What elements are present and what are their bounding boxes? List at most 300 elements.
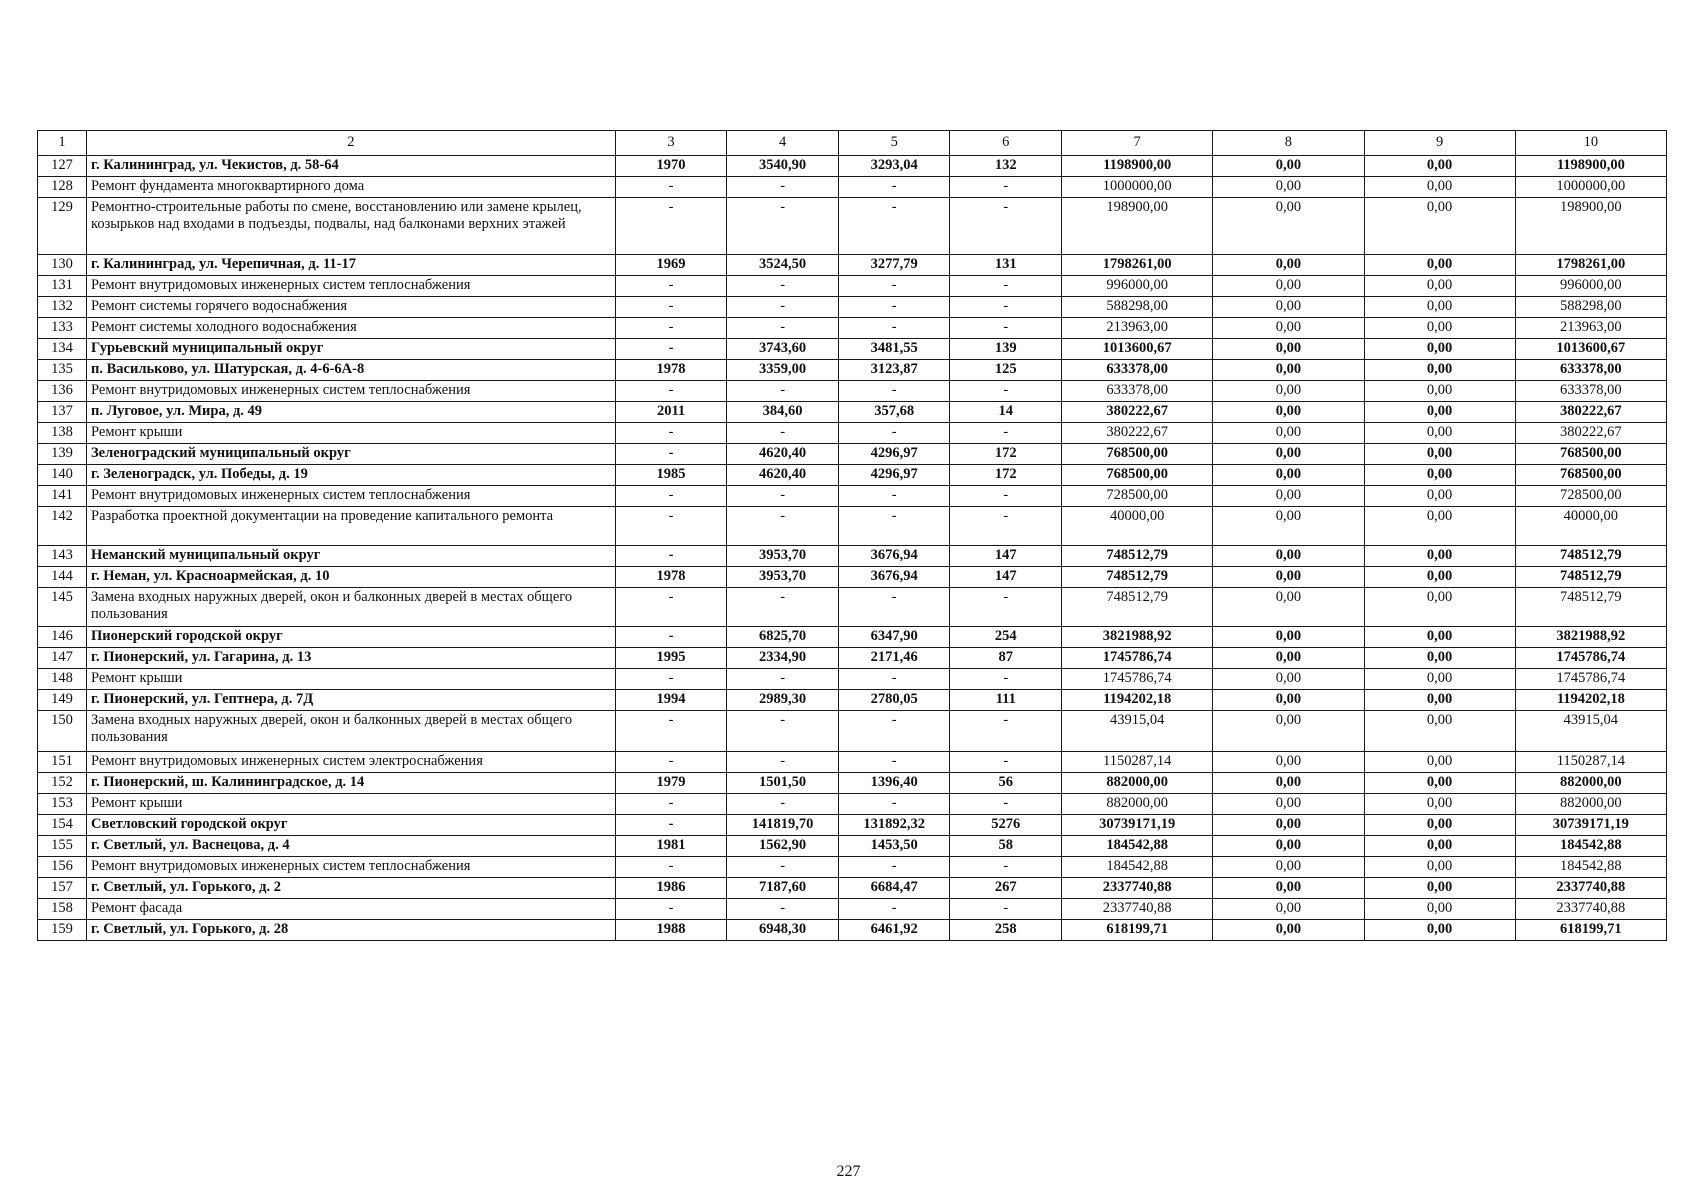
total-area-cell: 4620,40 xyxy=(727,465,839,486)
table-row xyxy=(38,465,1667,486)
year-cell: 1986 xyxy=(615,878,727,899)
total-cost-cell: 2337740,88 xyxy=(1062,899,1213,920)
residents-cell: 172 xyxy=(950,465,1062,486)
description-cell: Разработка проектной документации на проведение капитального ремонта xyxy=(87,507,616,546)
table-row xyxy=(38,773,1667,794)
table-row xyxy=(38,752,1667,773)
row-number-cell: 134 xyxy=(38,339,87,360)
owner-funds-cell: 2337740,88 xyxy=(1515,878,1666,899)
row-number-cell: 130 xyxy=(38,255,87,276)
description-cell: г. Калининград, ул. Черепичная, д. 11-17 xyxy=(87,255,616,276)
owner-funds-cell: 380222,67 xyxy=(1515,402,1666,423)
total-area-cell: - xyxy=(727,177,839,198)
owner-funds-cell: 748512,79 xyxy=(1515,567,1666,588)
table-row xyxy=(38,507,1667,546)
federal-funds-cell: 0,00 xyxy=(1213,276,1364,297)
owner-funds-cell: 588298,00 xyxy=(1515,297,1666,318)
total-area-cell: - xyxy=(727,276,839,297)
year-cell: - xyxy=(615,899,727,920)
living-area-cell: - xyxy=(838,423,950,444)
table-row xyxy=(38,255,1667,276)
total-area-cell: - xyxy=(727,899,839,920)
year-cell: - xyxy=(615,444,727,465)
year-cell: 1978 xyxy=(615,567,727,588)
total-cost-cell: 633378,00 xyxy=(1062,381,1213,402)
living-area-cell: - xyxy=(838,794,950,815)
total-area-cell: 4620,40 xyxy=(727,444,839,465)
total-cost-cell: 728500,00 xyxy=(1062,486,1213,507)
total-area-cell: - xyxy=(727,423,839,444)
living-area-cell: 2780,05 xyxy=(838,690,950,711)
living-area-cell: - xyxy=(838,899,950,920)
description-cell: г. Неман, ул. Красноармейская, д. 10 xyxy=(87,567,616,588)
total-area-cell: 3540,90 xyxy=(727,156,839,177)
year-cell: 1979 xyxy=(615,773,727,794)
owner-funds-cell: 213963,00 xyxy=(1515,318,1666,339)
federal-funds-cell: 0,00 xyxy=(1213,339,1364,360)
federal-funds-cell: 0,00 xyxy=(1213,177,1364,198)
row-number-cell: 159 xyxy=(38,920,87,941)
total-cost-cell: 1745786,74 xyxy=(1062,669,1213,690)
capital-repair-table xyxy=(37,130,1667,941)
owner-funds-cell: 184542,88 xyxy=(1515,836,1666,857)
living-area-cell: 2171,46 xyxy=(838,648,950,669)
row-number-cell: 131 xyxy=(38,276,87,297)
residents-cell: 132 xyxy=(950,156,1062,177)
residents-cell: - xyxy=(950,198,1062,255)
owner-funds-cell: 768500,00 xyxy=(1515,444,1666,465)
federal-funds-cell: 0,00 xyxy=(1213,794,1364,815)
living-area-cell: - xyxy=(838,752,950,773)
residents-cell: - xyxy=(950,588,1062,627)
owner-funds-cell: 1198900,00 xyxy=(1515,156,1666,177)
table-row xyxy=(38,815,1667,836)
regional-funds-cell: 0,00 xyxy=(1364,752,1515,773)
living-area-cell: - xyxy=(838,507,950,546)
description-cell: г. Пионерский, ш. Калининградское, д. 14 xyxy=(87,773,616,794)
year-cell: - xyxy=(615,669,727,690)
total-cost-cell: 1798261,00 xyxy=(1062,255,1213,276)
regional-funds-cell: 0,00 xyxy=(1364,878,1515,899)
residents-cell: 111 xyxy=(950,690,1062,711)
description-cell: Зеленоградский муниципальный округ xyxy=(87,444,616,465)
year-cell: - xyxy=(615,711,727,752)
table-row xyxy=(38,276,1667,297)
owner-funds-cell: 40000,00 xyxy=(1515,507,1666,546)
row-number-cell: 141 xyxy=(38,486,87,507)
owner-funds-cell: 748512,79 xyxy=(1515,546,1666,567)
column-number-header-row xyxy=(38,131,1667,156)
federal-funds-cell: 0,00 xyxy=(1213,198,1364,255)
federal-funds-cell: 0,00 xyxy=(1213,444,1364,465)
total-cost-cell: 882000,00 xyxy=(1062,773,1213,794)
residents-cell: 131 xyxy=(950,255,1062,276)
row-number-cell: 149 xyxy=(38,690,87,711)
row-number-cell: 135 xyxy=(38,360,87,381)
year-cell: - xyxy=(615,752,727,773)
federal-funds-cell: 0,00 xyxy=(1213,690,1364,711)
federal-funds-cell: 0,00 xyxy=(1213,546,1364,567)
owner-funds-cell: 184542,88 xyxy=(1515,857,1666,878)
table-row xyxy=(38,339,1667,360)
total-area-cell: - xyxy=(727,297,839,318)
column-header: 10 xyxy=(1515,131,1666,156)
year-cell: 1994 xyxy=(615,690,727,711)
owner-funds-cell: 882000,00 xyxy=(1515,773,1666,794)
regional-funds-cell: 0,00 xyxy=(1364,899,1515,920)
total-cost-cell: 588298,00 xyxy=(1062,297,1213,318)
regional-funds-cell: 0,00 xyxy=(1364,773,1515,794)
row-number-cell: 140 xyxy=(38,465,87,486)
federal-funds-cell: 0,00 xyxy=(1213,465,1364,486)
residents-cell: - xyxy=(950,276,1062,297)
living-area-cell: - xyxy=(838,297,950,318)
year-cell: - xyxy=(615,588,727,627)
federal-funds-cell: 0,00 xyxy=(1213,507,1364,546)
total-area-cell: - xyxy=(727,507,839,546)
total-cost-cell: 40000,00 xyxy=(1062,507,1213,546)
residents-cell: - xyxy=(950,297,1062,318)
table-row xyxy=(38,794,1667,815)
row-number-cell: 143 xyxy=(38,546,87,567)
year-cell: - xyxy=(615,857,727,878)
column-header: 3 xyxy=(615,131,727,156)
residents-cell: 87 xyxy=(950,648,1062,669)
federal-funds-cell: 0,00 xyxy=(1213,857,1364,878)
owner-funds-cell: 768500,00 xyxy=(1515,465,1666,486)
residents-cell: 56 xyxy=(950,773,1062,794)
column-header: 6 xyxy=(950,131,1062,156)
regional-funds-cell: 0,00 xyxy=(1364,198,1515,255)
regional-funds-cell: 0,00 xyxy=(1364,381,1515,402)
description-cell: Ремонт фасада xyxy=(87,899,616,920)
federal-funds-cell: 0,00 xyxy=(1213,752,1364,773)
description-cell: Ремонт внутридомовых инженерных систем теплоснабжения xyxy=(87,857,616,878)
table-row xyxy=(38,857,1667,878)
owner-funds-cell: 1745786,74 xyxy=(1515,669,1666,690)
description-cell: г. Светлый, ул. Горького, д. 2 xyxy=(87,878,616,899)
table-row xyxy=(38,402,1667,423)
column-header: 2 xyxy=(87,131,616,156)
residents-cell: 14 xyxy=(950,402,1062,423)
regional-funds-cell: 0,00 xyxy=(1364,465,1515,486)
residents-cell: - xyxy=(950,794,1062,815)
description-cell: Ремонт крыши xyxy=(87,794,616,815)
living-area-cell: 4296,97 xyxy=(838,465,950,486)
federal-funds-cell: 0,00 xyxy=(1213,402,1364,423)
owner-funds-cell: 1194202,18 xyxy=(1515,690,1666,711)
total-area-cell: 141819,70 xyxy=(727,815,839,836)
regional-funds-cell: 0,00 xyxy=(1364,177,1515,198)
federal-funds-cell: 0,00 xyxy=(1213,156,1364,177)
living-area-cell: 6347,90 xyxy=(838,627,950,648)
year-cell: 1969 xyxy=(615,255,727,276)
total-cost-cell: 996000,00 xyxy=(1062,276,1213,297)
row-number-cell: 156 xyxy=(38,857,87,878)
total-cost-cell: 1000000,00 xyxy=(1062,177,1213,198)
column-header: 5 xyxy=(838,131,950,156)
living-area-cell: 131892,32 xyxy=(838,815,950,836)
federal-funds-cell: 0,00 xyxy=(1213,773,1364,794)
column-header: 1 xyxy=(38,131,87,156)
year-cell: 1988 xyxy=(615,920,727,941)
residents-cell: 254 xyxy=(950,627,1062,648)
total-area-cell: 3953,70 xyxy=(727,567,839,588)
total-area-cell: - xyxy=(727,752,839,773)
column-header: 9 xyxy=(1364,131,1515,156)
regional-funds-cell: 0,00 xyxy=(1364,156,1515,177)
description-cell: Неманский муниципальный округ xyxy=(87,546,616,567)
living-area-cell: 4296,97 xyxy=(838,444,950,465)
regional-funds-cell: 0,00 xyxy=(1364,255,1515,276)
living-area-cell: 3293,04 xyxy=(838,156,950,177)
residents-cell: 5276 xyxy=(950,815,1062,836)
row-number-cell: 144 xyxy=(38,567,87,588)
row-number-cell: 128 xyxy=(38,177,87,198)
row-number-cell: 153 xyxy=(38,794,87,815)
owner-funds-cell: 30739171,19 xyxy=(1515,815,1666,836)
living-area-cell: 357,68 xyxy=(838,402,950,423)
federal-funds-cell: 0,00 xyxy=(1213,815,1364,836)
residents-cell: - xyxy=(950,857,1062,878)
residents-cell: 147 xyxy=(950,567,1062,588)
total-cost-cell: 882000,00 xyxy=(1062,794,1213,815)
page-number: 227 xyxy=(836,1163,861,1180)
total-area-cell: 3359,00 xyxy=(727,360,839,381)
living-area-cell: 3277,79 xyxy=(838,255,950,276)
description-cell: Светловский городской округ xyxy=(87,815,616,836)
federal-funds-cell: 0,00 xyxy=(1213,360,1364,381)
table-row xyxy=(38,836,1667,857)
total-area-cell: 384,60 xyxy=(727,402,839,423)
total-area-cell: - xyxy=(727,711,839,752)
table-row xyxy=(38,878,1667,899)
owner-funds-cell: 996000,00 xyxy=(1515,276,1666,297)
living-area-cell: 3676,94 xyxy=(838,567,950,588)
total-area-cell: 2989,30 xyxy=(727,690,839,711)
description-cell: п. Васильково, ул. Шатурская, д. 4-6-6А-8 xyxy=(87,360,616,381)
description-cell: Замена входных наружных дверей, окон и балконных дверей в местах общего пользования xyxy=(87,711,616,752)
owner-funds-cell: 43915,04 xyxy=(1515,711,1666,752)
residents-cell: - xyxy=(950,381,1062,402)
year-cell: - xyxy=(615,546,727,567)
living-area-cell: - xyxy=(838,857,950,878)
regional-funds-cell: 0,00 xyxy=(1364,507,1515,546)
living-area-cell: 3676,94 xyxy=(838,546,950,567)
row-number-cell: 155 xyxy=(38,836,87,857)
federal-funds-cell: 0,00 xyxy=(1213,567,1364,588)
year-cell: - xyxy=(615,339,727,360)
year-cell: - xyxy=(615,198,727,255)
residents-cell: 58 xyxy=(950,836,1062,857)
residents-cell: - xyxy=(950,486,1062,507)
description-cell: Ремонт крыши xyxy=(87,423,616,444)
total-cost-cell: 748512,79 xyxy=(1062,567,1213,588)
federal-funds-cell: 0,00 xyxy=(1213,920,1364,941)
residents-cell: - xyxy=(950,177,1062,198)
table-row xyxy=(38,627,1667,648)
living-area-cell: - xyxy=(838,318,950,339)
residents-cell: - xyxy=(950,752,1062,773)
residents-cell: - xyxy=(950,711,1062,752)
description-cell: Замена входных наружных дверей, окон и балконных дверей в местах общего пользования xyxy=(87,588,616,627)
row-number-cell: 154 xyxy=(38,815,87,836)
regional-funds-cell: 0,00 xyxy=(1364,815,1515,836)
year-cell: - xyxy=(615,507,727,546)
total-cost-cell: 184542,88 xyxy=(1062,836,1213,857)
regional-funds-cell: 0,00 xyxy=(1364,627,1515,648)
living-area-cell: 6684,47 xyxy=(838,878,950,899)
year-cell: - xyxy=(615,381,727,402)
table-row xyxy=(38,899,1667,920)
row-number-cell: 127 xyxy=(38,156,87,177)
description-cell: п. Луговое, ул. Мира, д. 49 xyxy=(87,402,616,423)
year-cell: 1978 xyxy=(615,360,727,381)
federal-funds-cell: 0,00 xyxy=(1213,627,1364,648)
total-area-cell: - xyxy=(727,794,839,815)
table-row xyxy=(38,690,1667,711)
living-area-cell: - xyxy=(838,588,950,627)
table-row xyxy=(38,381,1667,402)
residents-cell: - xyxy=(950,318,1062,339)
table-row xyxy=(38,711,1667,752)
description-cell: г. Пионерский, ул. Гагарина, д. 13 xyxy=(87,648,616,669)
description-cell: г. Зеленоградск, ул. Победы, д. 19 xyxy=(87,465,616,486)
living-area-cell: 1453,50 xyxy=(838,836,950,857)
description-cell: г. Калининград, ул. Чекистов, д. 58-64 xyxy=(87,156,616,177)
table-row xyxy=(38,297,1667,318)
total-area-cell: - xyxy=(727,381,839,402)
total-cost-cell: 3821988,92 xyxy=(1062,627,1213,648)
total-area-cell: 1501,50 xyxy=(727,773,839,794)
owner-funds-cell: 1745786,74 xyxy=(1515,648,1666,669)
total-cost-cell: 748512,79 xyxy=(1062,588,1213,627)
description-cell: Ремонт внутридомовых инженерных систем теплоснабжения xyxy=(87,381,616,402)
living-area-cell: - xyxy=(838,177,950,198)
living-area-cell: - xyxy=(838,381,950,402)
table-row xyxy=(38,588,1667,627)
living-area-cell: 3481,55 xyxy=(838,339,950,360)
table-row xyxy=(38,444,1667,465)
owner-funds-cell: 633378,00 xyxy=(1515,381,1666,402)
row-number-cell: 145 xyxy=(38,588,87,627)
living-area-cell: - xyxy=(838,711,950,752)
regional-funds-cell: 0,00 xyxy=(1364,857,1515,878)
row-number-cell: 147 xyxy=(38,648,87,669)
description-cell: Ремонт внутридомовых инженерных систем электроснабжения xyxy=(87,752,616,773)
residents-cell: 125 xyxy=(950,360,1062,381)
regional-funds-cell: 0,00 xyxy=(1364,423,1515,444)
row-number-cell: 157 xyxy=(38,878,87,899)
year-cell: - xyxy=(615,486,727,507)
regional-funds-cell: 0,00 xyxy=(1364,402,1515,423)
total-cost-cell: 43915,04 xyxy=(1062,711,1213,752)
regional-funds-cell: 0,00 xyxy=(1364,276,1515,297)
total-cost-cell: 748512,79 xyxy=(1062,546,1213,567)
year-cell: 1995 xyxy=(615,648,727,669)
row-number-cell: 150 xyxy=(38,711,87,752)
regional-funds-cell: 0,00 xyxy=(1364,546,1515,567)
living-area-cell: - xyxy=(838,276,950,297)
living-area-cell: 6461,92 xyxy=(838,920,950,941)
total-area-cell: 2334,90 xyxy=(727,648,839,669)
table-row xyxy=(38,318,1667,339)
total-area-cell: 1562,90 xyxy=(727,836,839,857)
year-cell: - xyxy=(615,276,727,297)
federal-funds-cell: 0,00 xyxy=(1213,255,1364,276)
year-cell: - xyxy=(615,627,727,648)
table-row xyxy=(38,669,1667,690)
residents-cell: - xyxy=(950,423,1062,444)
description-cell: Ремонт системы холодного водоснабжения xyxy=(87,318,616,339)
regional-funds-cell: 0,00 xyxy=(1364,318,1515,339)
table-row xyxy=(38,546,1667,567)
regional-funds-cell: 0,00 xyxy=(1364,444,1515,465)
regional-funds-cell: 0,00 xyxy=(1364,648,1515,669)
regional-funds-cell: 0,00 xyxy=(1364,794,1515,815)
owner-funds-cell: 633378,00 xyxy=(1515,360,1666,381)
table-row xyxy=(38,567,1667,588)
living-area-cell: - xyxy=(838,486,950,507)
row-number-cell: 138 xyxy=(38,423,87,444)
regional-funds-cell: 0,00 xyxy=(1364,690,1515,711)
regional-funds-cell: 0,00 xyxy=(1364,297,1515,318)
description-cell: Ремонт внутридомовых инженерных систем теплоснабжения xyxy=(87,276,616,297)
owner-funds-cell: 2337740,88 xyxy=(1515,899,1666,920)
federal-funds-cell: 0,00 xyxy=(1213,878,1364,899)
column-header: 7 xyxy=(1062,131,1213,156)
residents-cell: 258 xyxy=(950,920,1062,941)
total-area-cell: 3524,50 xyxy=(727,255,839,276)
owner-funds-cell: 1798261,00 xyxy=(1515,255,1666,276)
table-row xyxy=(38,360,1667,381)
total-cost-cell: 380222,67 xyxy=(1062,423,1213,444)
living-area-cell: 1396,40 xyxy=(838,773,950,794)
total-area-cell: 6948,30 xyxy=(727,920,839,941)
federal-funds-cell: 0,00 xyxy=(1213,836,1364,857)
description-cell: Ремонт фундамента многоквартирного дома xyxy=(87,177,616,198)
year-cell: - xyxy=(615,423,727,444)
total-cost-cell: 2337740,88 xyxy=(1062,878,1213,899)
regional-funds-cell: 0,00 xyxy=(1364,567,1515,588)
row-number-cell: 151 xyxy=(38,752,87,773)
owner-funds-cell: 380222,67 xyxy=(1515,423,1666,444)
row-number-cell: 133 xyxy=(38,318,87,339)
regional-funds-cell: 0,00 xyxy=(1364,920,1515,941)
row-number-cell: 137 xyxy=(38,402,87,423)
table-row xyxy=(38,648,1667,669)
year-cell: 1985 xyxy=(615,465,727,486)
row-number-cell: 132 xyxy=(38,297,87,318)
table-row xyxy=(38,920,1667,941)
residents-cell: - xyxy=(950,507,1062,546)
residents-cell: - xyxy=(950,669,1062,690)
description-cell: г. Светлый, ул. Горького, д. 28 xyxy=(87,920,616,941)
regional-funds-cell: 0,00 xyxy=(1364,588,1515,627)
total-cost-cell: 1194202,18 xyxy=(1062,690,1213,711)
residents-cell: 172 xyxy=(950,444,1062,465)
total-cost-cell: 618199,71 xyxy=(1062,920,1213,941)
regional-funds-cell: 0,00 xyxy=(1364,339,1515,360)
owner-funds-cell: 618199,71 xyxy=(1515,920,1666,941)
row-number-cell: 146 xyxy=(38,627,87,648)
total-area-cell: - xyxy=(727,486,839,507)
total-cost-cell: 1150287,14 xyxy=(1062,752,1213,773)
owner-funds-cell: 748512,79 xyxy=(1515,588,1666,627)
federal-funds-cell: 0,00 xyxy=(1213,318,1364,339)
year-cell: - xyxy=(615,794,727,815)
row-number-cell: 139 xyxy=(38,444,87,465)
